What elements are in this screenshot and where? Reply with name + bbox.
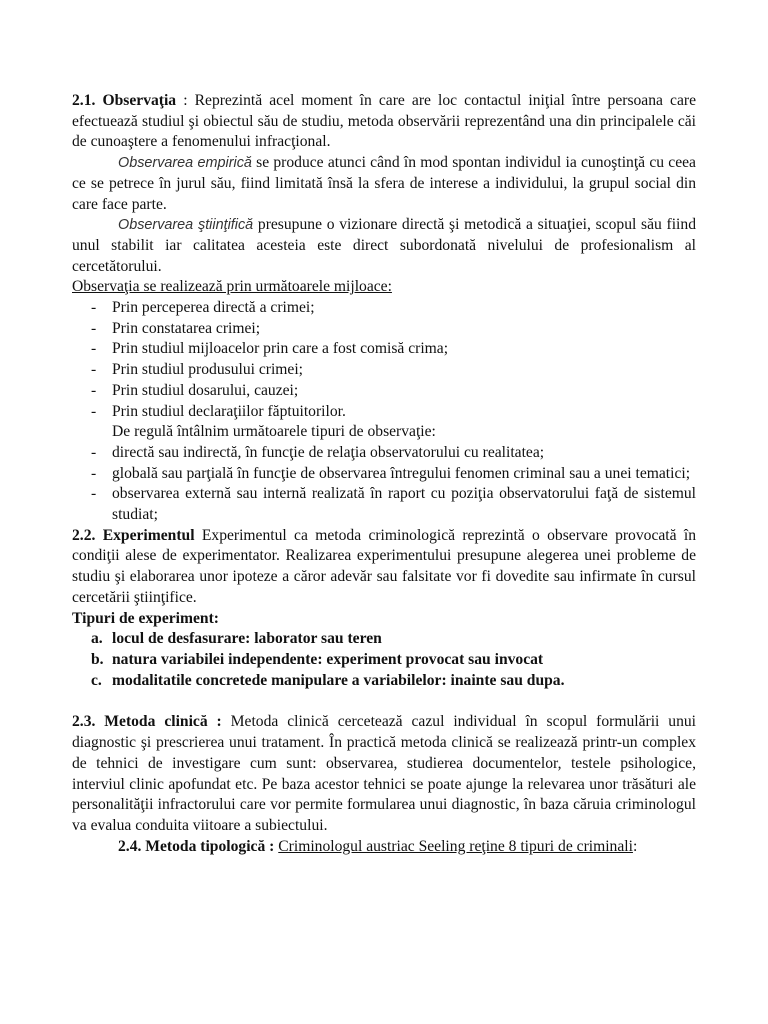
- paragraph-scientific-observation: [72, 215, 696, 277]
- list-marker: c.: [91, 671, 102, 689]
- section-2-4-tail: :: [632, 837, 638, 855]
- list-item: - Prin studiul produsului crimei;: [72, 360, 696, 381]
- means-heading: Observaţia se realizează prin următoarele mijloace:: [72, 278, 392, 296]
- spacer: [72, 691, 696, 712]
- scientific-observation-text: presupune o vizionare directă şi metodică a situaţiei, scopul său fiind unul stabilit iar calitatea acesteia este direct subordonată nivelului de profesionalism al cercetătorului.: [72, 216, 696, 275]
- seeling-types-text: Criminologul austriac Seeling reţine 8 tipuri de criminali: [278, 837, 633, 855]
- list-item-text: modalitatile concretede manipulare a variabilelor: inainte sau dupa.: [112, 671, 565, 689]
- list-item: [72, 671, 696, 692]
- observation-types-intro: De regulă întâlnim următoarele tipuri de observaţie:: [112, 423, 436, 441]
- term-scientific-observation: Observarea ştiinţifică: [118, 217, 254, 234]
- section-heading-2-3: 2.3. Metoda clinică :: [72, 713, 222, 731]
- list-item: - globală sau parţială în funcţie de observarea întregului fenomen criminal sau a unei tematici;: [72, 464, 696, 485]
- list-item: - Prin constatarea crimei;: [72, 319, 696, 340]
- experiment-text: Experimentul ca metoda criminologică reprezintă o observare provocată în condiţii alese de experimentator. Realizarea experimentului presupune alegerea unei probleme de studiu şi elaborarea unor ipoteze a căror adevăr sau falsitate vor fi dovedite sau infirmate în cursul cercetării ştiinţifice.: [72, 526, 696, 606]
- section-2-2: [72, 526, 696, 609]
- section-heading-2-2: 2.2. Experimentul: [72, 526, 195, 544]
- list-item-text: natura variabilei independente: experiment provocat sau invocat: [112, 650, 544, 668]
- list-item: - Prin perceperea directă a crimei;: [72, 298, 696, 319]
- list-item: [72, 650, 696, 671]
- observatia-definition: : Reprezintă acel moment în care are loc contactul iniţial între persoana care efectuează studiul şi obiectul său de studiu, metoda observării reprezentând una din principalele căi de cunoaştere a fenomenului infracţional.: [72, 92, 696, 151]
- clinical-method-text: Metoda clinică cercetează cazul individual în scopul formulării unui diagnostic şi prescrierea unui tratament. În practică metoda clinică se realizează printr-un complex de tehnici de investigare cum sunt: observarea, studierea documentelor, testele psihologice, interviul clinic apofundat etc. Pe baza acestor tehnici se poate ajunge la relevarea unor trăsături ale personalităţii infractorului care vor permite formularea unui diagnostic, în baza căruia criminologul va evalua conduita viitoare a subiectului.: [72, 713, 697, 834]
- section-heading-2-1: 2.1. Observaţia: [72, 92, 177, 109]
- list-marker: a.: [91, 630, 103, 648]
- list-item: - directă sau indirectă, în funcţie de relaţia observatorului cu realitatea;: [72, 443, 696, 464]
- list-item-text: locul de desfasurare: laborator sau teren: [112, 630, 382, 648]
- section-2-4: [72, 837, 696, 858]
- section-2-1-intro: [72, 91, 696, 153]
- list-item: - Prin studiul declaraţiilor făptuitorilor.: [72, 402, 696, 423]
- list-item: [72, 629, 696, 650]
- experiment-types-list: [72, 629, 696, 691]
- observation-types-list: [72, 443, 696, 526]
- list-marker: b.: [91, 650, 104, 668]
- empirical-observation-text: se produce atunci când în mod spontan individul ia cunoştinţă cu ceea ce se petrece în jurul său, fiind limitată însă la sfera de interese a individului, la grupul social din care face parte.: [72, 154, 696, 213]
- list-item: - observarea externă sau internă realizată în raport cu poziţia observatorului faţă de sistemul studiat;: [72, 484, 696, 525]
- list-item: - Prin studiul dosarului, cauzei;: [72, 381, 696, 402]
- term-empirical-observation: Observarea empirică: [118, 155, 252, 172]
- list-item: - Prin studiul mijloacelor prin care a fost comisă crima;: [72, 339, 696, 360]
- means-list: [72, 298, 696, 422]
- section-heading-2-4: 2.4. Metoda tipologică :: [118, 837, 275, 855]
- paragraph-empirical-observation: [72, 153, 696, 215]
- experiment-types-heading: Tipuri de experiment:: [72, 609, 219, 627]
- section-2-3: [72, 712, 696, 836]
